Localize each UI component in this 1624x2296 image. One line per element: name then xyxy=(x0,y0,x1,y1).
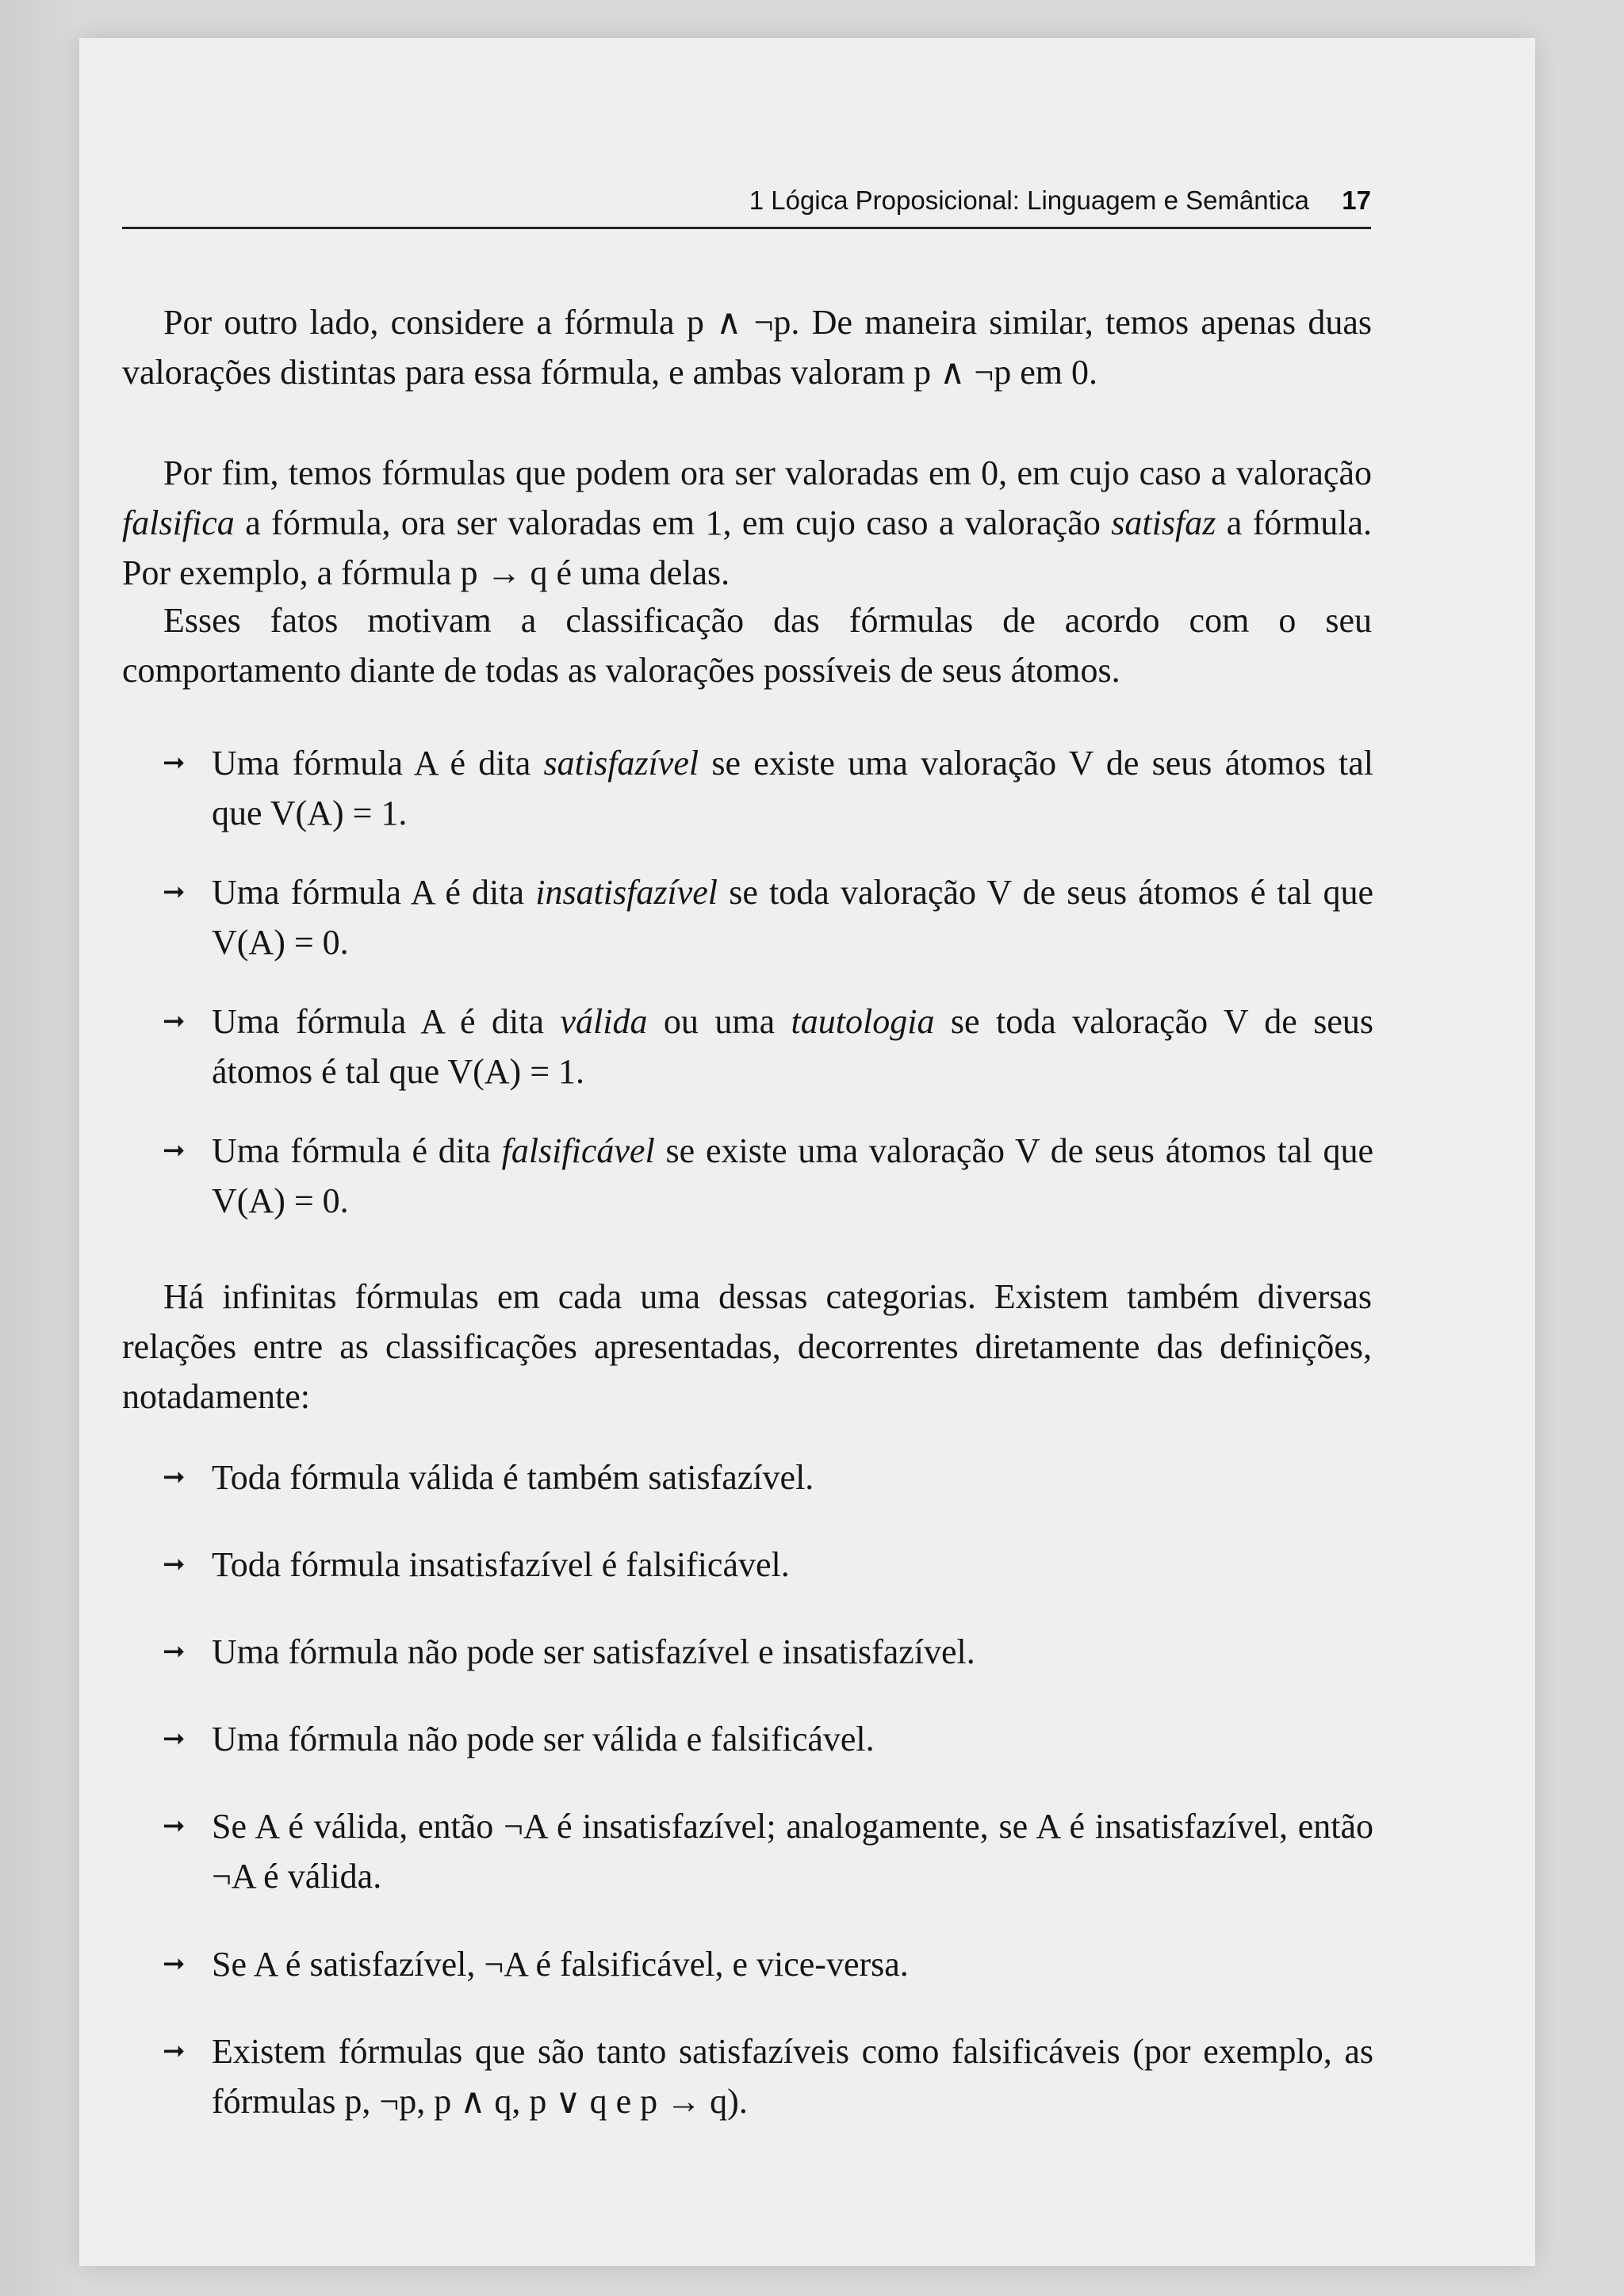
arrow-bullet-icon: ➞ xyxy=(163,2035,186,2067)
relation-item: ➞ Uma fórmula não pode ser satisfazível e insatisfazível. xyxy=(163,1627,1373,1677)
arrow-bullet-icon: ➞ xyxy=(163,1005,186,1037)
arrow-bullet-icon: ➞ xyxy=(163,1948,186,1980)
scan-left-edge xyxy=(0,0,79,2296)
relation-item: ➞ Se A é válida, então ¬A é insatisfazível; analogamente, se A é insatisfazível, então ¬A é válida. xyxy=(163,1801,1373,1901)
arrow-bullet-icon: ➞ xyxy=(163,1548,186,1580)
relation-item: ➞ Existem fórmulas que são tanto satisfazíveis como falsificáveis (por exemplo, as fórmulas p, ¬p, p ∧ q, p ∨ q e p → q). xyxy=(163,2026,1373,2126)
paragraph-3: Esses fatos motivam a classificação das fórmulas de acordo com o seu comportamento diante de todas as valorações possíveis de seus átomos. xyxy=(122,601,1372,690)
chapter-title: 1 Lógica Proposicional: Linguagem e Semântica xyxy=(749,186,1309,215)
arrow-bullet-icon: ➞ xyxy=(163,1135,186,1166)
paragraph-1: Por outro lado, considere a fórmula p ∧ ¬p. De maneira similar, temos apenas duas valorações distintas para essa fórmula, e ambas valoram p ∧ ¬p em 0. xyxy=(122,303,1372,392)
definition-satisfiable: ➞ Uma fórmula A é dita satisfazível se existe uma valoração V de seus átomos tal que V(A) = 1. xyxy=(163,738,1373,838)
relation-item: ➞ Uma fórmula não pode ser válida e falsificável. xyxy=(163,1714,1373,1764)
relation-item: ➞ Se A é satisfazível, ¬A é falsificável, e vice-versa. xyxy=(163,1939,1373,1989)
paragraph-4: Há infinitas fórmulas em cada uma dessas categorias. Existem também diversas relações entre as classificações apresentadas, decorrentes diretamente das definições, notadamente: xyxy=(122,1277,1372,1416)
arrow-bullet-icon: ➞ xyxy=(163,1723,186,1755)
arrow-bullet-icon: ➞ xyxy=(163,1810,186,1842)
arrow-bullet-icon: ➞ xyxy=(163,747,186,779)
arrow-bullet-icon: ➞ xyxy=(163,1636,186,1667)
running-header xyxy=(122,155,1371,229)
arrow-bullet-icon: ➞ xyxy=(163,1461,186,1493)
definition-unsatisfiable: ➞ Uma fórmula A é dita insatisfazível se toda valoração V de seus átomos é tal que V(A) = 0. xyxy=(163,867,1373,967)
paragraph-2: Por fim, temos fórmulas que podem ora ser valoradas em 0, em cujo caso a valoração falsifica a fórmula, ora ser valoradas em 1, em cujo caso a valoração satisfaz a fórmula. Por exemplo, a fórmula p → q é uma delas. xyxy=(122,453,1373,592)
arrow-bullet-icon: ➞ xyxy=(163,876,186,908)
definition-falsifiable: ➞ Uma fórmula é dita falsificável se existe uma valoração V de seus átomos tal que V(A) = 0. xyxy=(163,1126,1373,1226)
page-number: 17 xyxy=(1342,186,1371,215)
relation-item: ➞ Toda fórmula insatisfazível é falsificável. xyxy=(163,1540,1373,1590)
definition-valid: ➞ Uma fórmula A é dita válida ou uma tautologia se toda valoração V de seus átomos é tal que V(A) = 1. xyxy=(163,997,1373,1096)
relation-item: ➞ Toda fórmula válida é também satisfazível. xyxy=(163,1452,1373,1502)
